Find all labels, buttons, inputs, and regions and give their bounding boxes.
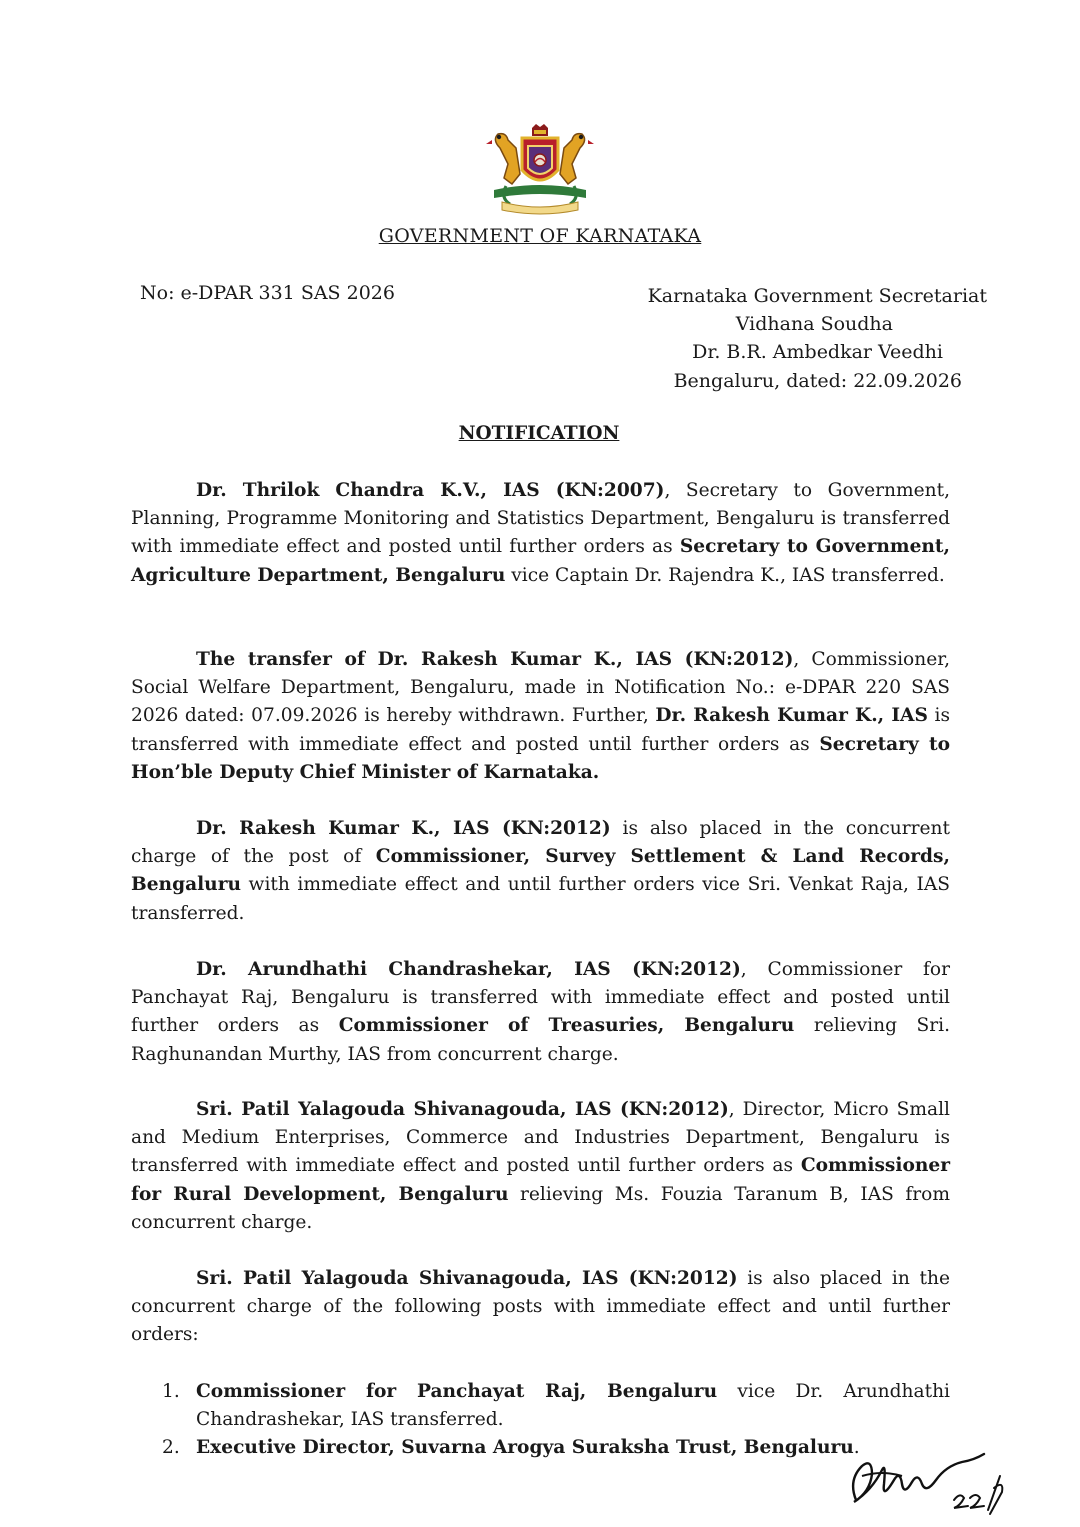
notification-paragraph <box>131 956 950 1069</box>
address-line: Bengaluru, dated: 22.09.2026 <box>673 369 962 392</box>
notification-paragraph <box>131 646 950 787</box>
body-text: , Secretary to Government, Planning, Programme Monitoring and Statistics Department, Bengaluru is transferred with immediate effect and posted until further orders as <box>131 480 951 558</box>
bold-text: Dr. Rakesh Kumar K., IAS (KN:2012) <box>196 818 611 839</box>
address-line: Dr. B.R. Ambedkar Veedhi <box>692 341 943 364</box>
body-text: . <box>853 1437 860 1459</box>
list-item-text <box>196 1381 950 1430</box>
body-text: is also placed in the concurrent charge of the following posts with immediate effect and until further orders: <box>131 1268 950 1346</box>
government-heading: GOVERNMENT OF KARNATAKA <box>378 225 702 247</box>
notification-paragraph <box>131 1096 950 1237</box>
body-text: is also placed in the concurrent charge of the post of <box>131 818 950 868</box>
bold-text: Sri. Patil Yalagouda Shivanagouda, IAS (KN:2012) <box>196 1099 729 1120</box>
bold-text: Secretary to Government, Agriculture Department, Bengaluru <box>131 536 950 586</box>
body-text: vice Dr. Arundhathi Chandrashekar, IAS transferred. <box>196 1381 951 1431</box>
notification-title: NOTIFICATION <box>458 423 620 444</box>
handwritten-signature <box>842 1440 1017 1518</box>
list-number: 1. <box>162 1381 180 1402</box>
body-text: relieving Sri. Raghunandan Murthy, IAS from concurrent charge. <box>131 1015 950 1065</box>
bold-text: Dr. Arundhathi Chandrashekar, IAS (KN:2012) <box>196 959 741 980</box>
list-item <box>131 1378 950 1434</box>
notification-paragraph <box>131 477 950 590</box>
notification-paragraph <box>131 1265 950 1350</box>
bold-text: Commissioner for Rural Development, Bengaluru <box>131 1155 950 1205</box>
karnataka-emblem-icon <box>482 124 598 216</box>
concurrent-posts-list <box>131 1378 950 1463</box>
bold-text: Commissioner for Panchayat Raj, Bengaluru <box>196 1381 718 1402</box>
bold-text: Commissioner, Survey Settlement & Land Records, Bengaluru <box>131 846 950 896</box>
list-item <box>131 1434 950 1462</box>
bold-text: Sri. Patil Yalagouda Shivanagouda, IAS (KN:2012) <box>196 1268 738 1289</box>
address-line: Karnataka Government Secretariat <box>647 285 987 307</box>
bold-text: Secretary to Hon’ble Deputy Chief Minister of Karnataka. <box>131 733 950 783</box>
reference-number: No: e-DPAR 331 SAS 2026 <box>140 282 395 304</box>
bold-text: The transfer of Dr. Rakesh Kumar K., IAS (KN:2012) <box>196 649 794 670</box>
address-line: Vidhana Soudha <box>735 313 893 336</box>
body-text: , Commissioner, Social Welfare Department, Bengaluru, made in Notification No.: e-DPAR 220 SAS 2026 dated: 07.09.2026 is hereby withdrawn. Further, <box>131 649 950 727</box>
list-number: 2. <box>162 1437 180 1459</box>
list-item-text <box>196 1437 860 1458</box>
body-text: relieving Ms. Fouzia Taranum B, IAS from concurrent charge. <box>131 1183 950 1233</box>
bold-text: Dr. Thrilok Chandra K.V., IAS (KN:2007) <box>196 480 665 501</box>
body-text: is transferred with immediate effect and posted until further orders as <box>131 705 950 755</box>
office-address <box>648 282 987 395</box>
bold-text: Commissioner of Treasuries, Bengaluru <box>338 1015 795 1037</box>
bold-text: Dr. Rakesh Kumar K., IAS <box>655 705 928 727</box>
notification-paragraph <box>131 815 950 928</box>
body-text: vice Captain Dr. Rajendra K., IAS transferred. <box>505 564 945 586</box>
bold-text: Executive Director, Suvarna Arogya Suraksha Trust, Bengaluru <box>196 1437 854 1459</box>
body-text: with immediate effect and until further orders vice Sri. Venkat Raja, IAS transferred. <box>131 874 950 924</box>
body-text: , Commissioner for Panchayat Raj, Bengaluru is transferred with immediate effect and posted until further orders as <box>131 959 950 1037</box>
body-text: , Director, Micro Small and Medium Enterprises, Commerce and Industries Department, Bengaluru is transferred with immediate effect and posted until further orders as <box>131 1099 950 1177</box>
